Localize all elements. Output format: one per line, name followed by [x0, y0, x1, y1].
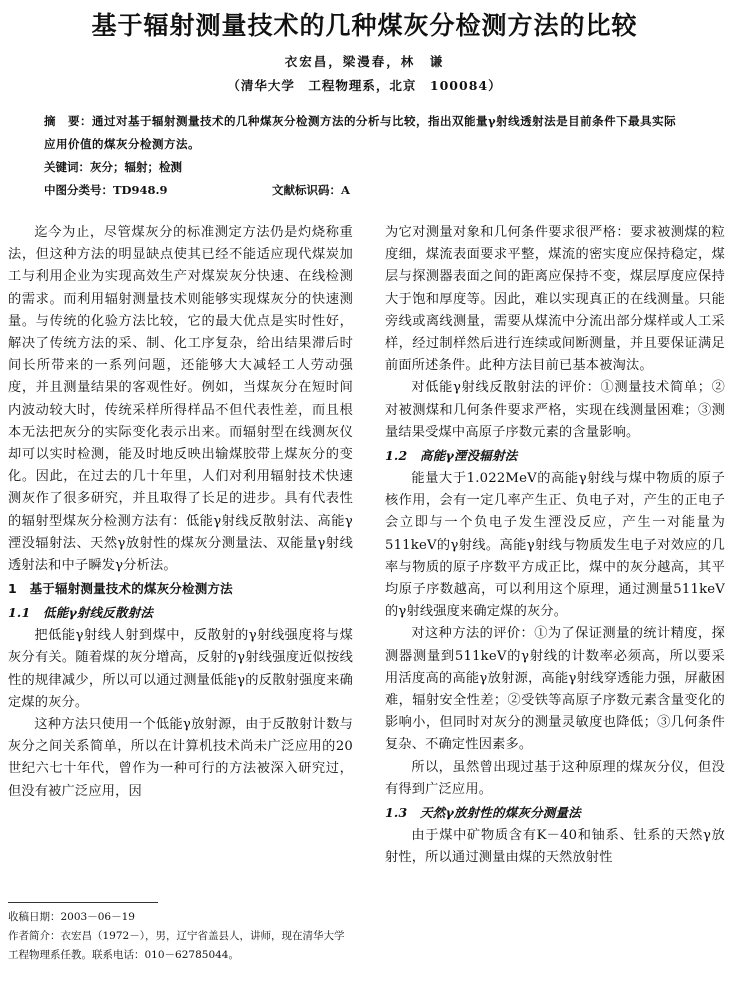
doc-code-label: 文献标识码： [272, 183, 341, 197]
keywords-label: 关键词： [44, 160, 90, 174]
classification-text: TD948.9 [113, 183, 168, 197]
paper-title: 基于辐射测量技术的几种煤灰分检测方法的比较 [91, 11, 638, 40]
doc-code-text: A [341, 183, 350, 197]
footnote [8, 908, 353, 965]
section-1-1-heading: 1.1 低能γ射线反散射法 [8, 605, 154, 621]
paragraph: 由于煤中矿物质含有K－40和铀系、钍系的天然γ放射性，所以通过测量由煤的天然放射性 [385, 828, 725, 866]
intro-paragraph: 迄今为止，尽管煤灰分的标准测定方法仍是灼烧称重法，但这种方法的明显缺点使其已经不能适应现代煤炭加工与利用企业为实现高效生产对煤炭灰分快速、在线检测的需求。而利用辐射测量技术则能够实现煤灰分的快速测量。与传统的化验方法比较，它的最大优点是实时性好，解决了传统方法的采、制、化工序复杂，给出结果滞后时间长所带来的一系列问题，还能够大大减轻工人劳动强度，并且测量结果的客观性好。例如，当煤灰分在短时间内波动较大时，传统采样所得样品不但代表性差，而且根本无法把灰分的实际变化表示出来。而辐射型在线测灰仪却可以实时检测，能及时地反映出输煤胶带上煤灰分的变化。因此，在过去的几十年里，人们对利用辐射技术快速测灰作了很多研究，并且取得了长足的进步。具有代表性的辐射型煤灰分检测方法有：低能γ射线反散射法、高能γ湮没辐射法、天然γ放射性的煤灰分测量法、双能量γ射线透射法和中子瞬发γ分析法。 [8, 225, 353, 574]
left-column [8, 222, 353, 803]
right-column [385, 222, 725, 869]
paragraph: 对低能γ射线反散射法的评价：①测量技术简单；②对被测煤和几何条件要求严格，实现在线测量困难；③测量结果受煤中高原子序数元素的含量影响。 [385, 380, 725, 440]
classification-number [44, 182, 168, 198]
authors: 衣宏昌，梁漫春，林 谦 [284, 54, 445, 69]
abstract-text: 通过对基于辐射测量技术的几种煤灰分检测方法的分析与比较，指出双能量γ射线透射法是目前条件下最具实际应用价值的煤灰分检测方法。 [44, 114, 677, 151]
document-code [272, 182, 350, 198]
affiliation: （清华大学 工程物理系，北京 100084） [227, 78, 502, 93]
section-1-heading: 1 基于辐射测量技术的煤灰分检测方法 [8, 581, 233, 597]
keywords-text: 灰分；辐射；检测 [90, 160, 182, 174]
abstract [44, 110, 684, 156]
received-date: 收稿日期：2003－06－19 [8, 911, 135, 923]
paragraph: 为它对测量对象和几何条件要求很严格：要求被测煤的粒度细，煤流表面要求平整，煤流的密实度应保持稳定，煤层与探测器表面之间的距离应保持不变，煤层厚度应保持大于饱和厚度等。因此，难以实现真正的在线测量。只能旁线或离线测量，需要从煤流中分流出部分煤样或人工采样，经过制样然后进行连续或间断测量，并且要保证满足前面所述条件。此种方法目前已基本被淘汰。 [385, 225, 725, 374]
section-1-2-heading: 1.2 高能γ湮没辐射法 [385, 448, 518, 464]
classification-label: 中图分类号： [44, 183, 113, 197]
keywords [44, 159, 182, 175]
section-1-3-heading: 1.3 天然γ放射性的煤灰分测量法 [385, 805, 581, 821]
abstract-label: 摘 要： [44, 114, 92, 128]
paragraph: 能量大于1.022MeV的高能γ射线与煤中物质的原子核作用，会有一定几率产生正、负电子对，产生的正电子会立即与一个负电子发生湮没反应，产生一对能量为511keV的γ射线。高能γ射线与物质发生电子对效应的几率与物质的原子序数平方成正比，煤中的灰分越高，其平均原子序数越高，可以利用这个原理，通过测量511keV的γ射线强度来确定煤的灰分。 [385, 471, 725, 620]
footnote-divider [8, 902, 158, 903]
author-bio: 作者简介：衣宏昌（1972－），男，辽宁省盖县人，讲师，现在清华大学工程物理系任教。联系电话：010－62785044。 [8, 930, 345, 961]
paragraph: 对这种方法的评价：①为了保证测量的统计精度，探测器测量到511keV的γ射线的计数率必须高，所以要采用活度高的高能γ放射源，高能γ射线穿透能力强，屏蔽困难，辐射安全性差；②受铁等高原子序数元素含量变化的影响小，但同时对灰分的测量灵敏度也降低；③几何条件复杂、不确定性因素多。 [385, 626, 725, 753]
paragraph: 所以，虽然曾出现过基于这种原理的煤灰分仪，但没有得到广泛应用。 [385, 759, 725, 797]
paragraph: 把低能γ射线人射到煤中，反散射的γ射线强度将与煤灰分有关。随着煤的灰分增高，反射的γ射线强度近似按线性的规律减少，所以可以通过测量低能γ的反散射强度来确定煤的灰分。 [8, 628, 353, 710]
paragraph: 这种方法只使用一个低能γ放射源，由于反散射计数与灰分之间关系简单，所以在计算机技术尚未广泛应用的20世纪六七十年代，曾作为一种可行的方法被深入研究过，但没有被广泛应用，因 [8, 717, 353, 799]
